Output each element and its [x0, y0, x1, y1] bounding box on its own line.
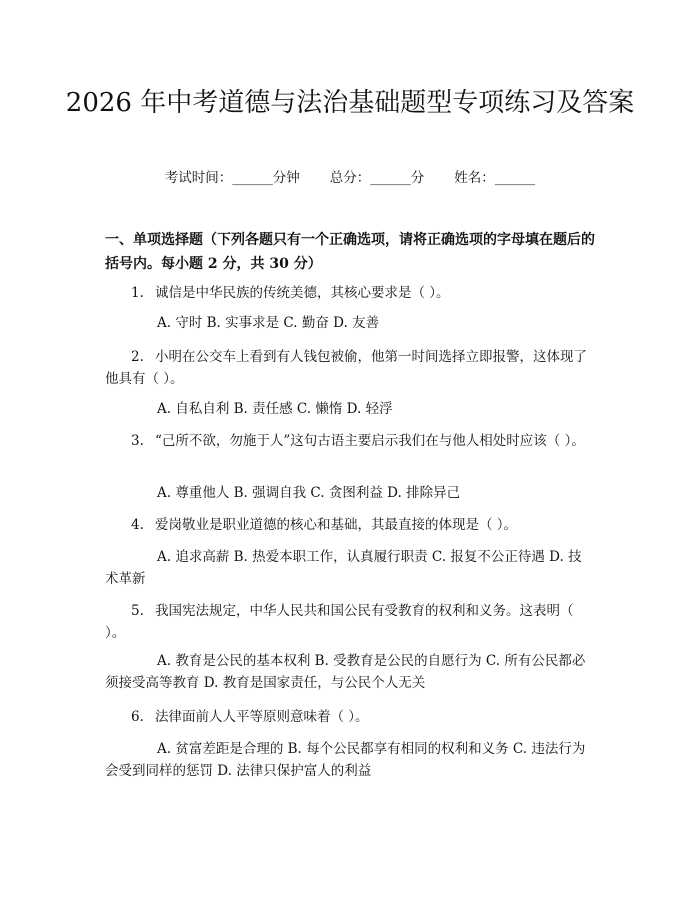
question-4-options: A. 追求高薪 B. 热爱本职工作，认真履行职责 C. 报复不公正待遇 D. 技术革新 — [105, 549, 582, 587]
section-heading: 一、单项选择题（下列各题只有一个正确选项，请将正确选项的字母填在题后的括号内。每小题 2 分，共 30 分） — [105, 232, 595, 272]
total-score-label: 总分：______分 — [329, 170, 425, 186]
question-3 — [105, 430, 595, 452]
student-name-label: 姓名：______ — [454, 170, 536, 186]
question-6-options: A. 贫富差距是合理的 B. 每个公民都享有相同的权利和义务 C. 违法行为会受到同样的惩罚 D. 法律只保护富人的利益 — [105, 741, 586, 779]
question-5 — [105, 600, 595, 644]
exam-time-label: 考试时间：______分钟 — [164, 170, 300, 186]
question-number: 2. — [131, 349, 144, 365]
question-stem: 我国宪法规定，中华人民共和国公民有受教育的权利和义务。这表明（ ）。 — [105, 603, 574, 641]
question-stem: 爱岗敬业是职业道德的核心和基础，其最直接的体现是（ ）。 — [155, 517, 518, 533]
question-stem: 小明在公交车上看到有人钱包被偷，他第一时间选择立即报警，这体现了他具有（ ）。 — [105, 349, 587, 387]
question-6 — [105, 706, 595, 728]
exam-meta — [0, 168, 700, 188]
question-number: 6. — [131, 709, 144, 725]
question-3-options: A. 尊重他人 B. 强调自我 C. 贪图利益 D. 排除异己 — [157, 485, 461, 501]
question-1 — [105, 282, 595, 304]
page-title: 2026 年中考道德与法治基础题型专项练习及答案 — [65, 88, 635, 118]
question-stem: 法律面前人人平等原则意味着（ ）。 — [155, 709, 369, 725]
question-2-options: A. 自私自利 B. 责任感 C. 懒惰 D. 轻浮 — [157, 401, 393, 417]
question-stem: “己所不欲，勿施于人”这句古语主要启示我们在与他人相处时应该（ ）。 — [155, 433, 585, 449]
question-5-options: A. 教育是公民的基本权利 B. 受教育是公民的自愿行为 C. 所有公民都必须接受高等教育 D. 教育是国家责任，与公民个人无关 — [105, 653, 586, 691]
question-2 — [105, 346, 595, 390]
question-stem: 诚信是中华民族的传统美德，其核心要求是（ ）。 — [155, 285, 450, 301]
question-number: 3. — [131, 433, 144, 449]
question-number: 4. — [131, 517, 144, 533]
question-4 — [105, 514, 595, 536]
question-1-options: A. 守时 B. 实事求是 C. 勤奋 D. 友善 — [157, 315, 380, 331]
question-number: 5. — [131, 603, 144, 619]
question-number: 1. — [131, 285, 144, 301]
